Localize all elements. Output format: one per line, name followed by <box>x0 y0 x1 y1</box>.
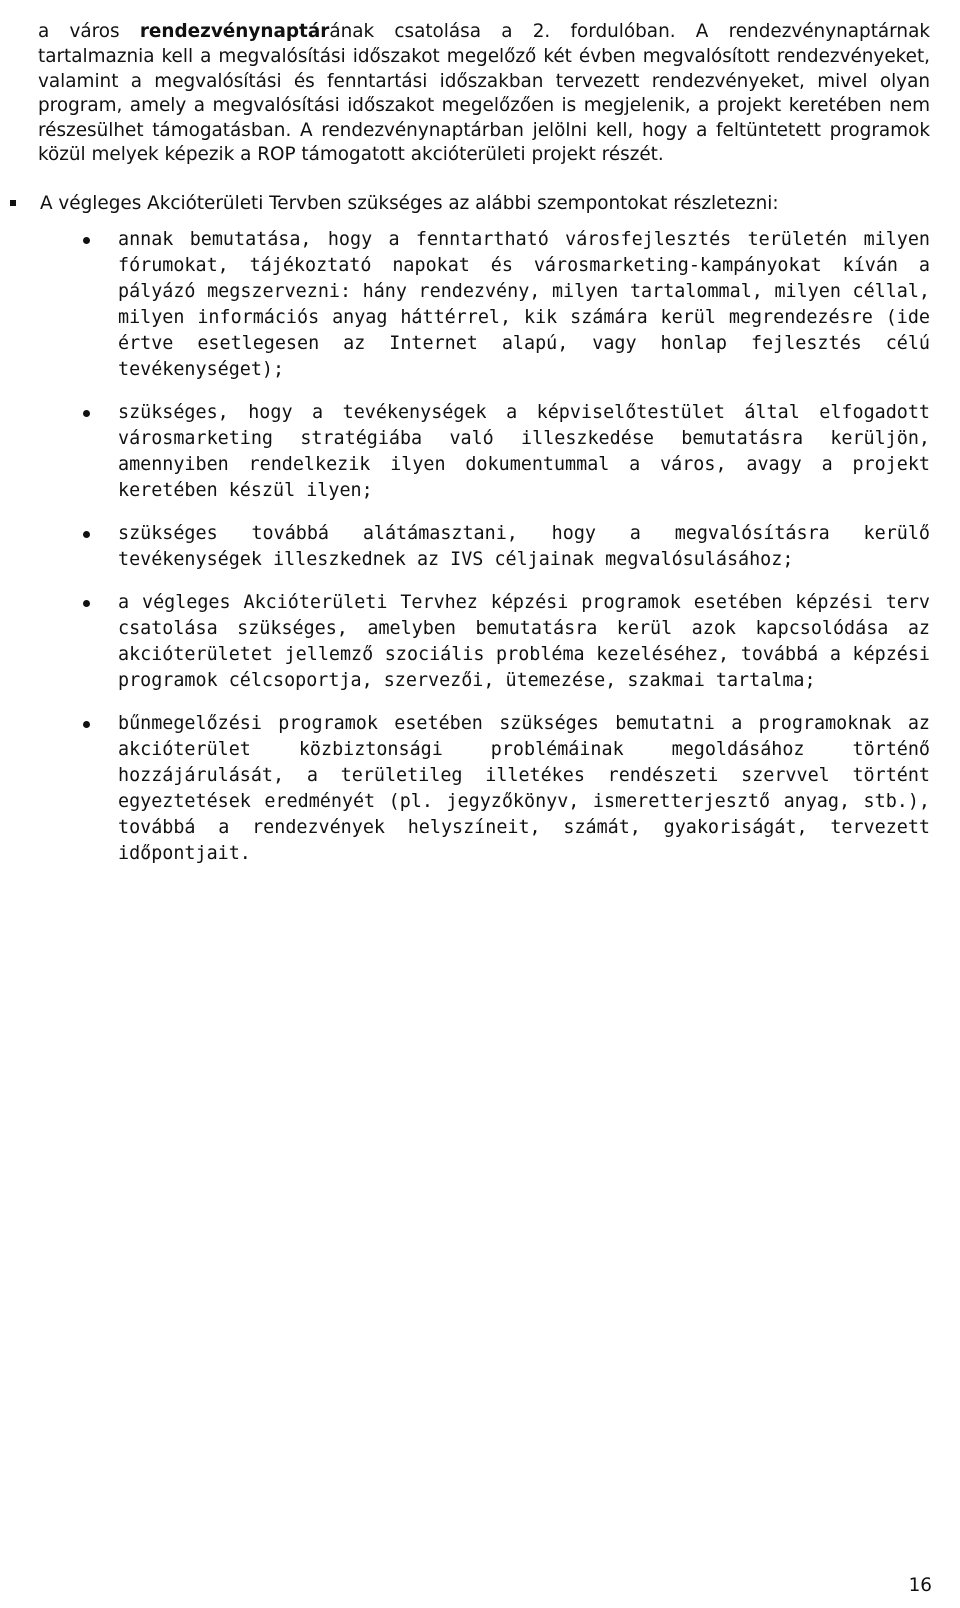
list-item <box>10 400 930 504</box>
list-item <box>10 590 930 694</box>
list-item <box>10 227 930 383</box>
intro-paragraph <box>38 20 930 168</box>
criteria-section <box>10 192 930 884</box>
list-item-text: szükséges továbbá alátámasztani, hogy a megvalósításra kerülő tevékenységek illeszkednek az IVS céljainak megvalósulásához; <box>118 522 930 570</box>
list-item-text: bűnmegelőzési programok esetében szükséges bemutatni a programoknak az akcióterület közbiztonsági problémáinak megoldásához történő hozzájárulását, a területileg illetékes rendészeti szervvel történt egyeztetések eredményét (pl. jegyzőkönyv, ismeretterjesztő anyag, stb.), továbbá a rendezvények helyszíneit, számát, gyakoriságát, tervezett időpontjait. <box>118 712 930 864</box>
list-item-text: annak bemutatása, hogy a fenntartható városfejlesztés területén milyen fórumokat, tájékoztató napokat és városmarketing-kampányokat kíván a pályázó megszervezni: hány rendezvény, milyen tartalommal, milyen céllal, milyen információs anyag háttérrel, kik számára kerül megrendezésre (ide értve esetlegesen az Internet alapú, vagy honlap fejlesztés célú tevékenységet); <box>118 228 930 380</box>
bullet-dot-icon <box>83 600 90 607</box>
bullet-dot-icon <box>83 410 90 417</box>
criteria-heading-text: A végleges Akcióterületi Tervben szükséges az alábbi szempontokat részletezni: <box>40 193 779 214</box>
bullet-dot-icon <box>83 531 90 538</box>
page-number: 16 <box>908 1575 932 1596</box>
intro-bold-term: rendezvénynaptár <box>139 21 330 43</box>
bullet-dot-icon <box>83 721 90 728</box>
list-item-text: szükséges, hogy a tevékenységek a képviselőtestület által elfogadott városmarketing stratégiába való illeszkedése bemutatásra kerüljön, amennyiben rendelkezik ilyen dokumentummal a város, avagy a projekt keretében készül ilyen; <box>118 401 930 501</box>
criteria-heading <box>10 192 930 217</box>
intro-text-start: a város <box>38 21 140 43</box>
list-item <box>10 711 930 867</box>
list-item-text: a végleges Akcióterületi Tervhez képzési programok esetében képzési terv csatolása szükséges, amelyben bemutatásra kerül azok kapcsolódása az akcióterületet jellemző szociális probléma kezeléséhez, továbbá a képzési programok célcsoportja, szervezői, ütemezése, szakmai tartalma; <box>118 591 930 691</box>
list-item <box>10 521 930 573</box>
square-bullet-icon <box>10 200 16 206</box>
intro-text-rest: ának csatolása a 2. fordulóban. A rendezvénynaptárnak tartalmaznia kell a megvalósítási időszakot megelőző két évben megvalósított rendezvényeket, valamint a megvalósítási és fenntartási időszakban tervezett rendezvényeket, mivel olyan program, amely a megvalósítási időszakot megelőzően is megjelenik, a projekt keretében nem részesülhet támogatásban. A rendezvénynaptárban jelölni kell, hogy a feltüntetett programok közül melyek képezik a ROP támogatott akcióterületi projekt részét. <box>38 21 930 166</box>
criteria-list <box>10 227 930 867</box>
bullet-dot-icon <box>83 237 90 244</box>
